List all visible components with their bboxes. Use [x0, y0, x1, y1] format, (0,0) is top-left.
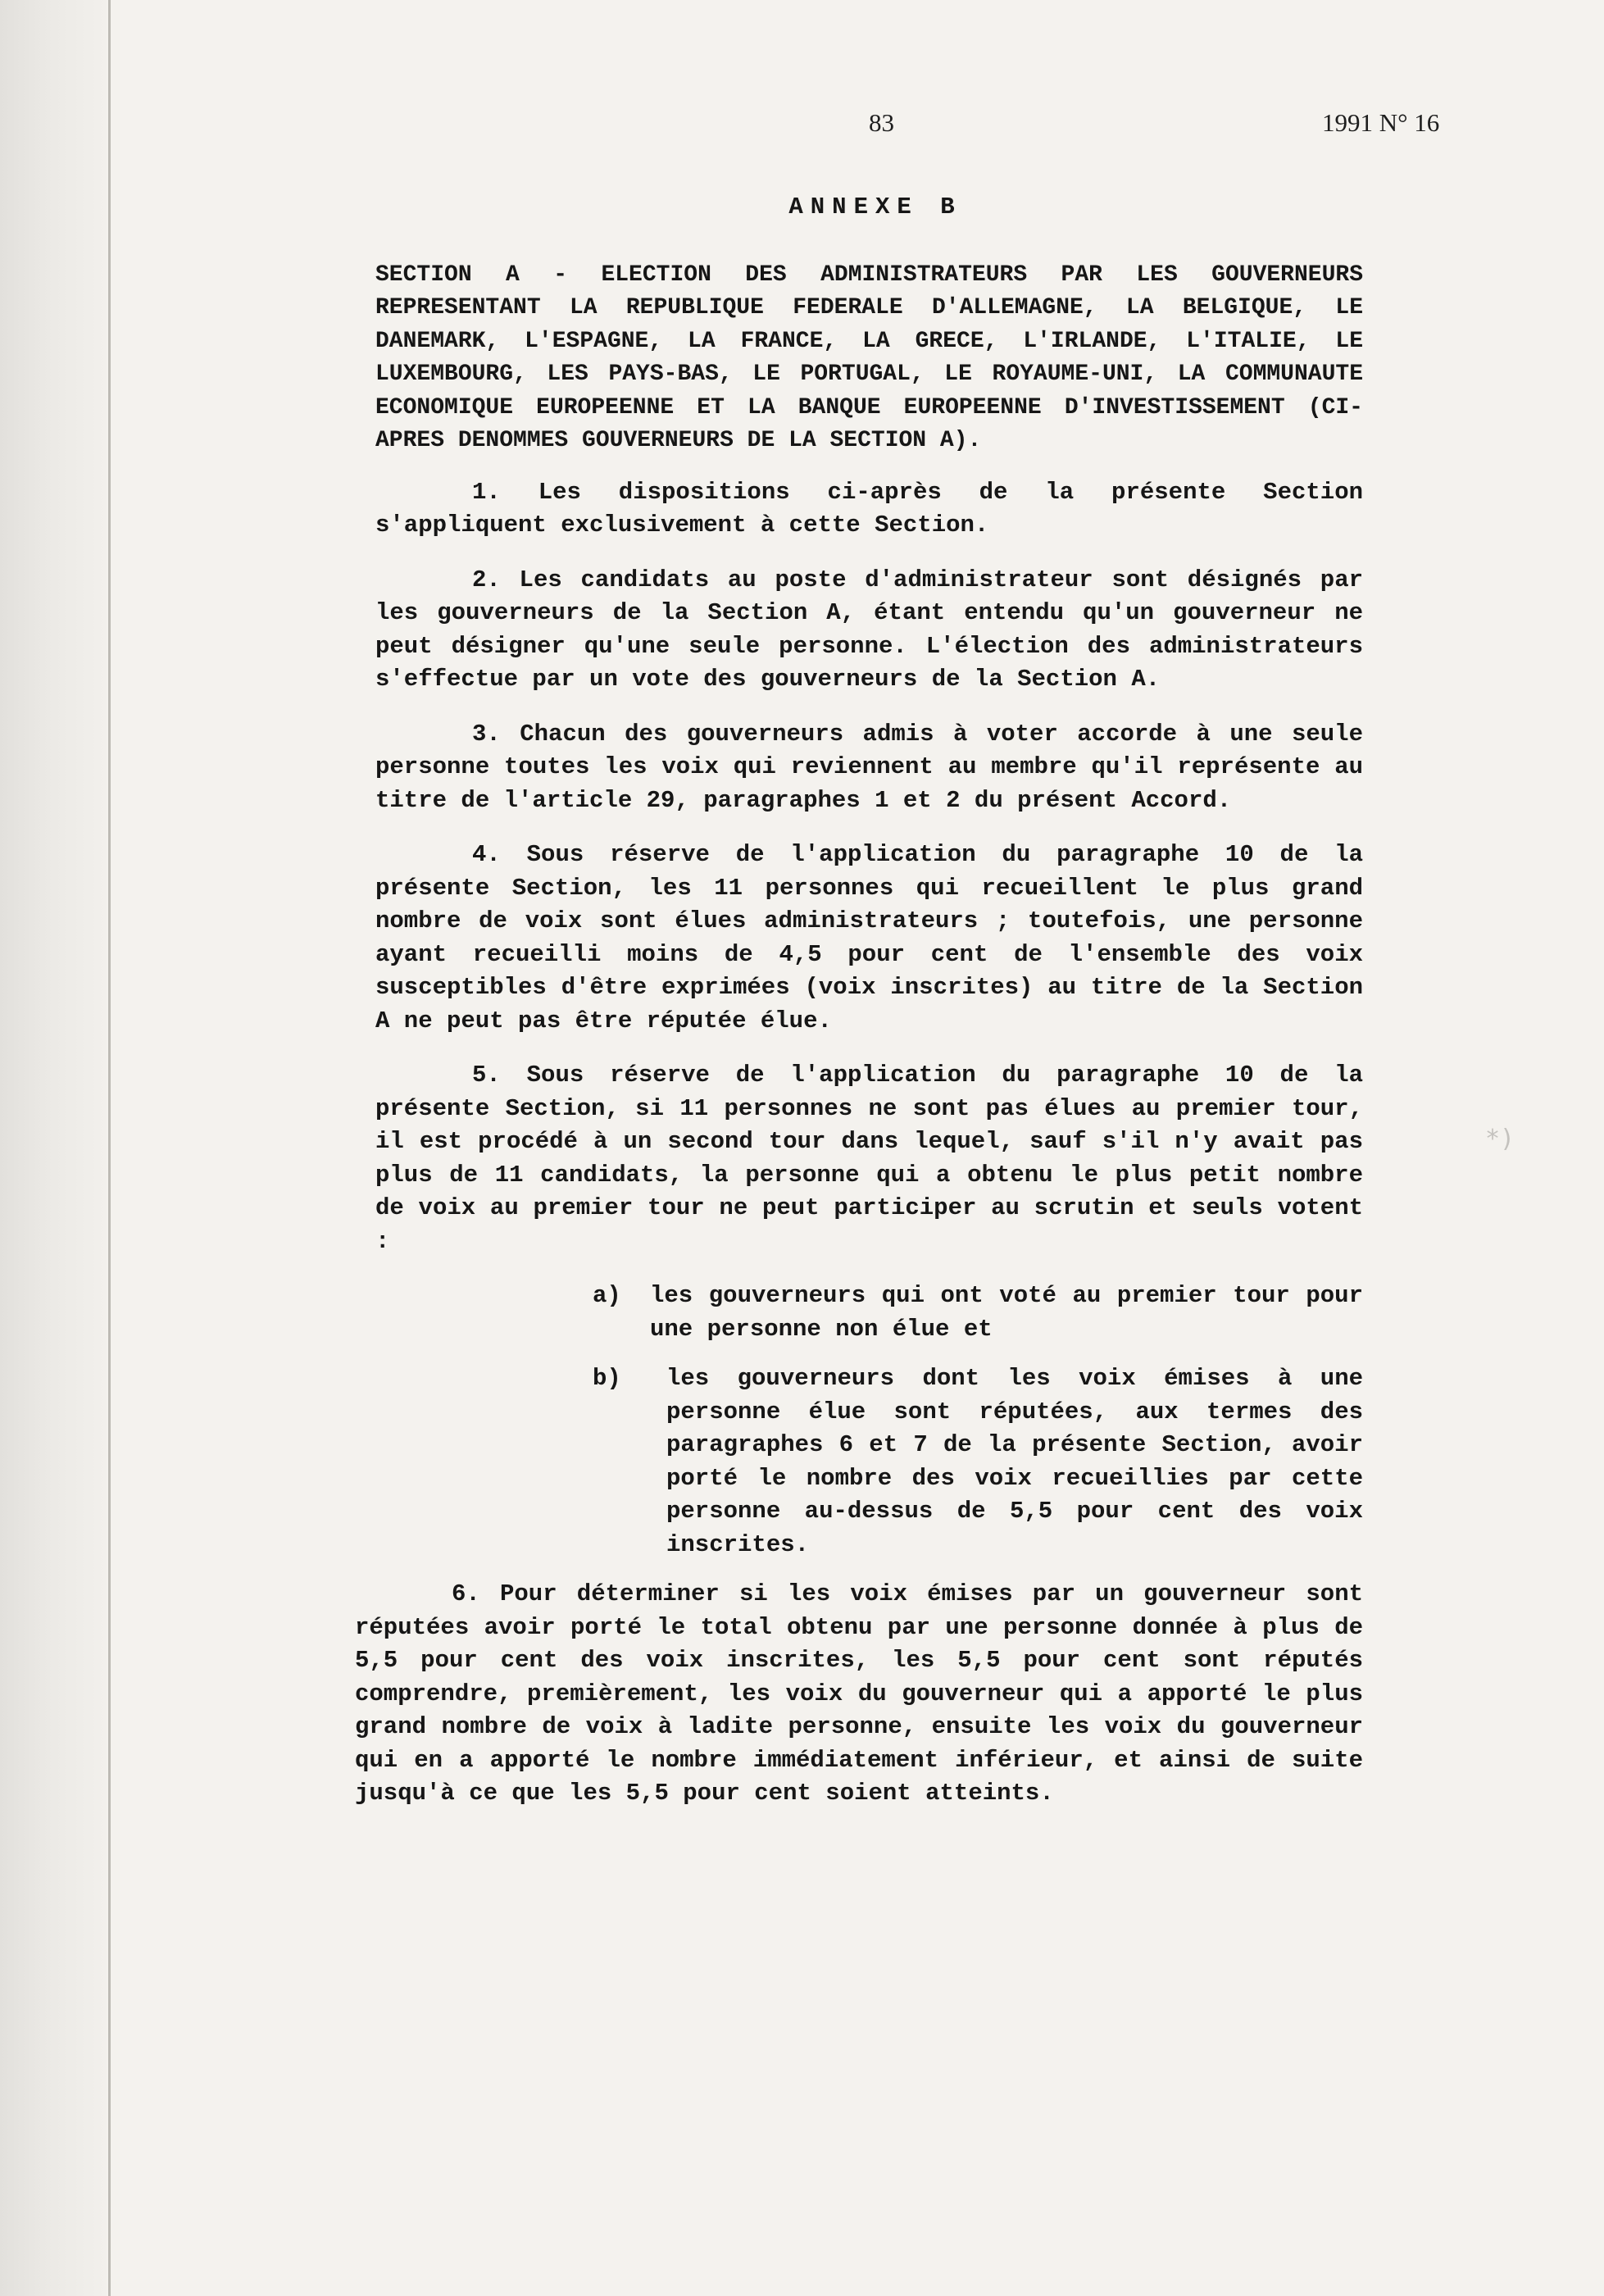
paragraph-2-text: 2. Les candidats au poste d'administrateur sont désignés par les gouverneurs de la Section A, étant entendu qu'un gouverneur ne peut désigner qu'une seule personne. L'élection des administrateurs s'effectue par un vote des gouverneurs de la Section A. — [375, 566, 1363, 693]
paragraph-3-text: 3. Chacun des gouverneurs admis à voter accorde à une seule personne toutes les voix qui reviennent au membre qu'il représente au titre de l'article 29, paragraphes 1 et 2 du présent Accord. — [375, 720, 1363, 814]
list-item-b-text: les gouverneurs dont les voix émises à une personne élue sont réputées, aux termes des paragraphes 6 et 7 de la présente Section, avoir porté le nombre des voix recueillies par cette personne au-dessus de 5,5 pour cent des voix inscrites. — [666, 1365, 1363, 1558]
binding-edge — [108, 0, 111, 2296]
list-item-a-label: a) — [593, 1282, 621, 1309]
paragraph-5-text: 5. Sous réserve de l'application du paragraphe 10 de la présente Section, si 11 personnes ne sont pas élues au premier tour, il est procédé à un second tour dans lequel, sauf s'il n'y avait pas plus de 11 candidats, la personne qui a obtenu le plus petit nombre de voix au premier tour ne peut participer au scrutin et seuls votent : — [375, 1062, 1363, 1255]
list-item-a — [355, 1280, 1363, 1346]
list-item-a-text: les gouverneurs qui ont voté au premier tour pour une personne non élue et — [650, 1282, 1363, 1343]
paragraph-2 — [375, 564, 1363, 697]
paragraph-3 — [375, 718, 1363, 818]
section-title: SECTION A - ELECTION DES ADMINISTRATEURS PAR LES GOUVERNEURS REPRESENTANT LA REPUBLIQUE FEDERALE D'ALLEMAGNE, LA BELGIQUE, LE DANEMARK, L'ESPAGNE, LA FRANCE, LA GRECE, L'IRLANDE, L'ITALIE, LE LUXEMBOURG, LES PAYS-BAS, LE PORTUGAL, LE ROYAUME-UNI, LA COMMUNAUTE ECONOMIQUE EUROPEENNE ET LA BANQUE EUROPEENNE D'INVESTISSEMENT (CI-APRES DENOMMES GOUVERNEURS DE LA SECTION A). — [375, 261, 1363, 453]
paragraph-4 — [375, 839, 1363, 1038]
margin-note: *) — [1485, 1125, 1515, 1153]
page-number: 83 — [869, 108, 894, 137]
paragraph-6 — [355, 1578, 1363, 1811]
page-gutter — [0, 0, 107, 2296]
paragraph-5 — [375, 1059, 1363, 1258]
paragraph-1-text: 1. Les dispositions ci-après de la présente Section s'appliquent exclusivement à cette Section. — [375, 478, 1363, 539]
list-item-b — [355, 1362, 1363, 1562]
paragraph-4-text: 4. Sous réserve de l'application du paragraphe 10 de la présente Section, les 11 personnes qui recueillent le plus grand nombre de voix sont élues administrateurs ; toutefois, une personne ayant recueilli moins de 4,5 pour cent de l'ensemble des voix susceptibles d'être exprimées (voix inscrites) au titre de la Section A ne peut pas être réputée élue. — [375, 841, 1363, 1034]
paragraph-6-text: 6. Pour déterminer si les voix émises par un gouverneur sont réputées avoir porté le total obtenu par une personne donnée à plus de 5,5 pour cent des voix inscrites, les 5,5 pour cent sont réputés comprendre, premièrement, les voix du gouverneur qui a apporté le plus grand nombre de voix à ladite personne, ensuite les voix du gouverneur qui en a apporté le nombre immédiatement inférieur, et ainsi de suite jusqu'à ce que les 5,5 pour cent soient atteints. — [355, 1580, 1363, 1807]
paragraph-1 — [375, 476, 1363, 543]
list-item-b-label: b) — [593, 1365, 621, 1392]
document-body — [355, 191, 1363, 1811]
document-reference: 1991 N° 16 — [1322, 108, 1440, 137]
annex-title: ANNEXE B — [788, 193, 962, 221]
